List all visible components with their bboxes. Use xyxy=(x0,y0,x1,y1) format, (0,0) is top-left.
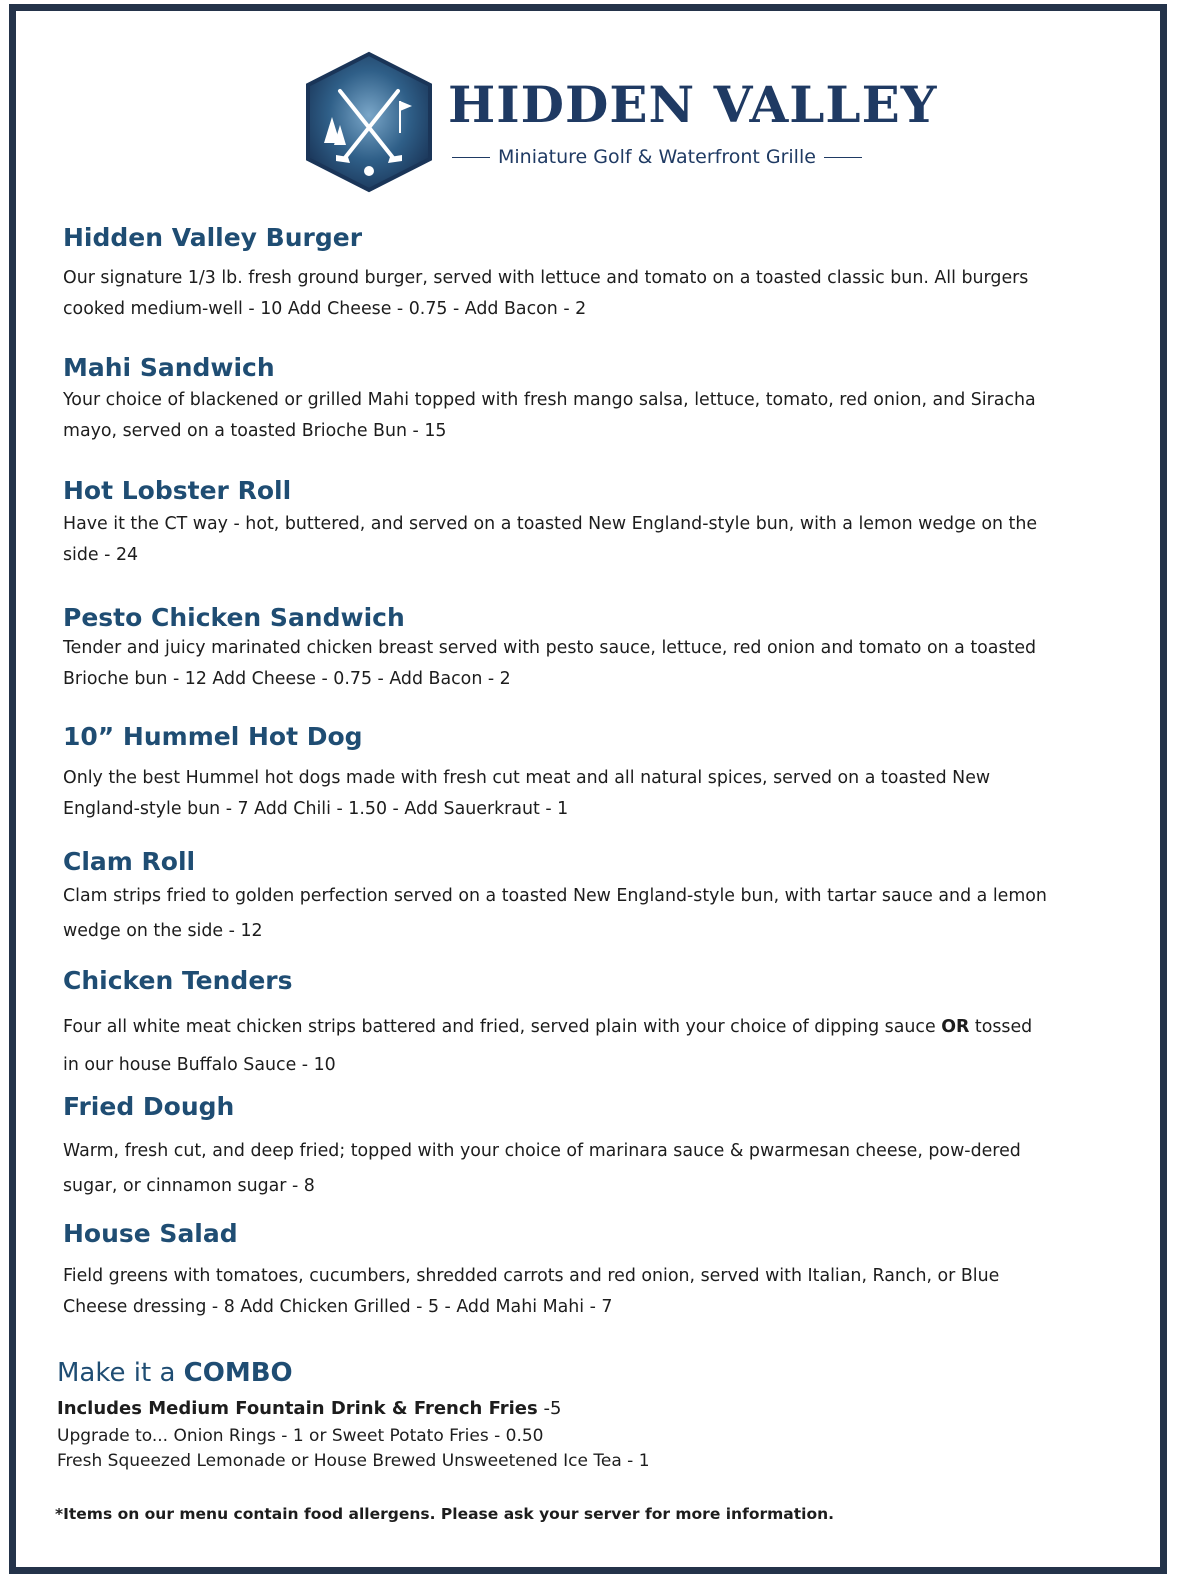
item-name: Fried Dough xyxy=(63,1092,235,1121)
item-description-main: Four all white meat chicken strips battered and fried, served plain with your choice of dipping sauce xyxy=(63,1017,936,1037)
item-name: Hot Lobster Roll xyxy=(63,476,292,505)
brand-subtitle-row xyxy=(452,146,892,168)
menu-item-clam-roll xyxy=(63,847,1053,949)
item-description-or: OR xyxy=(941,1017,970,1037)
item-name: House Salad xyxy=(63,1219,238,1248)
combo-upgrade: Upgrade to... Onion Rings - 1 or Sweet Potato Fries - 0.50 xyxy=(57,1426,544,1446)
combo-title-emphasis: COMBO xyxy=(183,1358,293,1388)
subtitle-rule-left xyxy=(452,157,490,158)
combo-section xyxy=(57,1356,1057,1474)
menu-item-hidden-valley-burger xyxy=(63,223,1053,325)
item-name: Hidden Valley Burger xyxy=(63,223,363,252)
menu-item-fried-dough xyxy=(63,1092,1053,1204)
item-name: Mahi Sandwich xyxy=(63,353,275,382)
combo-includes xyxy=(57,1394,1057,1424)
item-name: 10” Hummel Hot Dog xyxy=(63,722,363,751)
brand-subtitle: Miniature Golf & Waterfront Grille xyxy=(498,146,816,168)
menu-page xyxy=(9,4,1167,1574)
item-description: Tender and juicy marinated chicken breast served with pesto sauce, lettuce, red onion and tomato on a toasted Brioche bun - 12 Add Cheese - 0.75 - Add Bacon - 2 xyxy=(63,638,1037,689)
allergen-note: *Items on our menu contain food allergens. Please ask your server for more information. xyxy=(55,1505,835,1523)
item-name: Pesto Chicken Sandwich xyxy=(63,603,405,632)
item-description: Have it the CT way - hot, buttered, and served on a toasted New England-style bun, with a lemon wedge on the side - 24 xyxy=(63,514,1038,565)
menu-item-hummel-hot-dog xyxy=(63,722,1053,825)
item-description-rest: tossed in our house Buffalo Sauce - 10 xyxy=(63,1017,1033,1075)
combo-includes-text: Includes Medium Fountain Drink & French Fries xyxy=(57,1398,538,1419)
item-description: Only the best Hummel hot dogs made with fresh cut meat and all natural spices, served on a toasted New England-style bun - 7 Add Chili - 1.50 - Add Sauerkraut - 1 xyxy=(63,768,991,819)
combo-drinks: Fresh Squeezed Lemonade or House Brewed Unsweetened Ice Tea - 1 xyxy=(57,1451,650,1471)
brand-name: HIDDEN VALLEY xyxy=(448,75,938,134)
combo-title xyxy=(57,1356,1057,1390)
combo-includes-price: -5 xyxy=(543,1398,562,1419)
golf-club-logo-icon xyxy=(302,51,436,193)
item-description: Field greens with tomatoes, cucumbers, shredded carrots and red onion, served with Italian, Ranch, or Blue Cheese dressing - 8 Add Chicken Grilled - 5 - Add Mahi Mahi - 7 xyxy=(63,1266,1000,1317)
item-description xyxy=(63,1008,1053,1084)
menu-item-pesto-chicken-sandwich xyxy=(63,603,1053,695)
subtitle-rule-right xyxy=(824,157,862,158)
menu-item-chicken-tenders xyxy=(63,966,1053,1084)
item-description: Your choice of blackened or grilled Mahi topped with fresh mango salsa, lettuce, tomato, red onion, and Siracha mayo, served on a toasted Brioche Bun - 15 xyxy=(63,390,1036,441)
menu-item-mahi-sandwich xyxy=(63,353,1053,447)
menu-item-house-salad xyxy=(63,1219,1053,1323)
header xyxy=(302,51,938,201)
item-description: Our signature 1/3 lb. fresh ground burger, served with lettuce and tomato on a toasted classic bun. All burgers cooked medium-well - 10 Add Cheese - 0.75 - Add Bacon - 2 xyxy=(63,268,1029,319)
item-name: Chicken Tenders xyxy=(63,966,293,995)
item-name: Clam Roll xyxy=(63,847,196,876)
item-description: Clam strips fried to golden perfection served on a toasted New England-style bun, with tartar sauce and a lemon wedge on the side - 12 xyxy=(63,886,1047,941)
item-description: Warm, fresh cut, and deep fried; topped with your choice of marinara sauce & pwarmesan cheese, pow-dered sugar, or cinnamon sugar - 8 xyxy=(63,1141,1021,1196)
menu-item-hot-lobster-roll xyxy=(63,476,1053,571)
combo-title-prefix: Make it a xyxy=(57,1358,176,1388)
